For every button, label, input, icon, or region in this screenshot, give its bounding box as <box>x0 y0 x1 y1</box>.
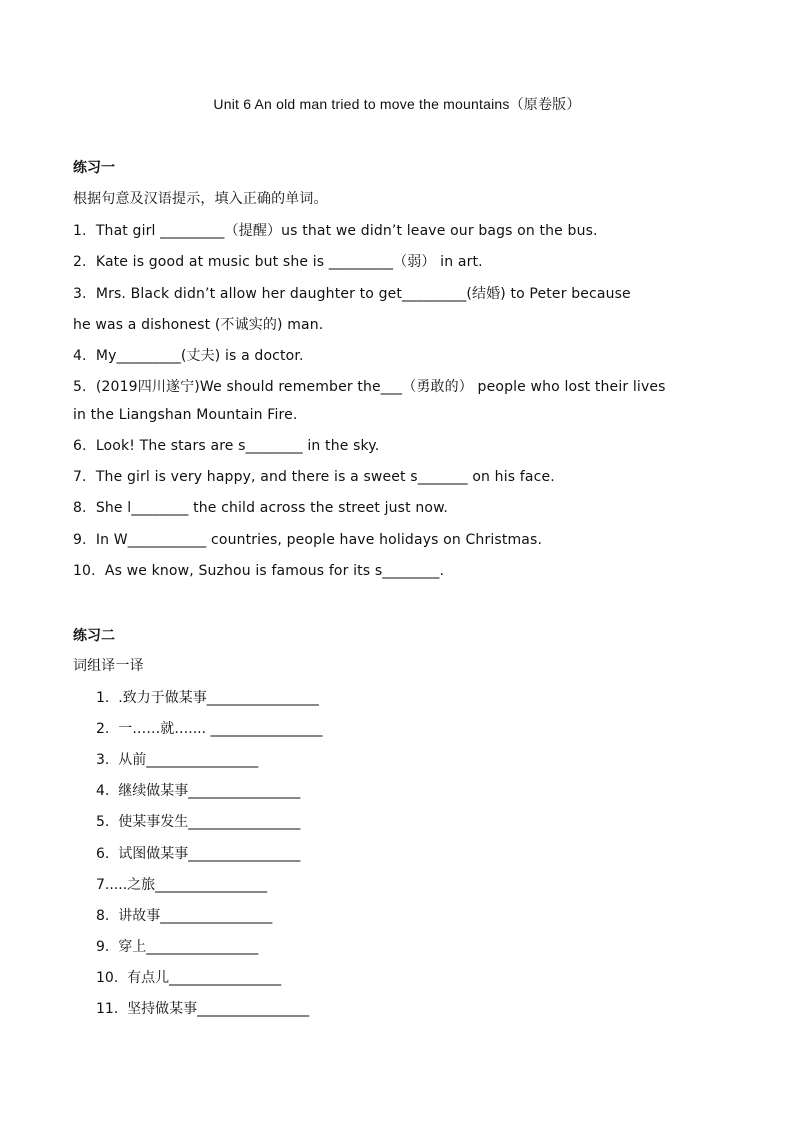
exercise-line: 1. That girl _________（提醒）us that we didn’t leave our bags on the bus. <box>73 223 598 239</box>
exercise-line: 4. My_________(丈夫) is a doctor. <box>73 348 304 364</box>
phrase-item: 1. .致力于做某事________________ <box>96 690 319 706</box>
section-heading-2: 练习二 <box>73 628 115 644</box>
exercise-line: 10. As we know, Suzhou is famous for its s________. <box>73 563 445 579</box>
phrase-item: 6. 试图做某事________________ <box>96 846 301 862</box>
exercise-line: in the Liangshan Mountain Fire. <box>73 407 298 423</box>
exercise-line: 5. (2019四川遂宁)We should remember the___（勇敢的） people who lost their lives <box>73 379 666 395</box>
phrase-item: 7.....之旅________________ <box>96 877 268 893</box>
phrase-item: 3. 从前________________ <box>96 752 259 768</box>
exercise-line: 9. In W___________ countries, people have holidays on Christmas. <box>73 532 543 548</box>
phrase-item: 10. 有点儿________________ <box>96 970 282 986</box>
phrase-item: 4. 继续做某事________________ <box>96 783 301 799</box>
exercise-line: 6. Look! The stars are s________ in the sky. <box>73 438 380 454</box>
exercise-line: he was a dishonest (不诚实的) man. <box>73 317 324 333</box>
exercise-line: 8. She l________ the child across the street just now. <box>73 500 448 516</box>
exercise-line: 2. Kate is good at music but she is _________（弱） in art. <box>73 254 483 270</box>
phrase-item: 5. 使某事发生________________ <box>96 814 301 830</box>
section-instruction-2: 词组译一译 <box>73 658 144 674</box>
section-instruction-1: 根据句意及汉语提示，填入正确的单词。 <box>73 191 328 207</box>
phrase-item: 8. 讲故事________________ <box>96 908 273 924</box>
exercise-line: 3. Mrs. Black didn’t allow her daughter to get_________(结婚) to Peter because <box>73 286 631 302</box>
page-title: Unit 6 An old man tried to move the mountains（原卷版） <box>213 96 581 112</box>
phrase-item: 11. 坚持做某事________________ <box>96 1001 310 1017</box>
exercise-line: 7. The girl is very happy, and there is a sweet s_______ on his face. <box>73 469 555 485</box>
phrase-item: 2. 一……就….... ________________ <box>96 721 323 737</box>
phrase-item: 9. 穿上________________ <box>96 939 259 955</box>
section-heading-1: 练习一 <box>73 160 115 176</box>
